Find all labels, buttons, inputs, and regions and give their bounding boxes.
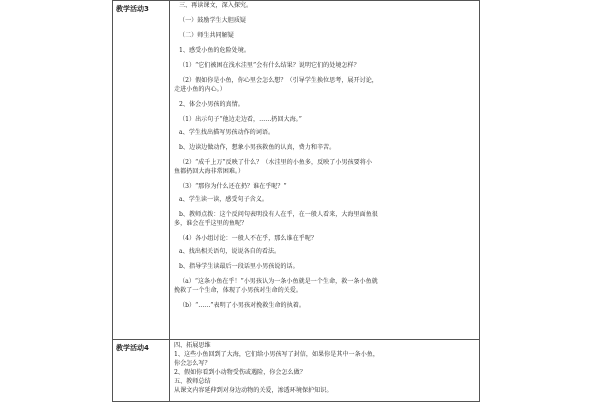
content-line: 挽救了一个生命，体现了小男孩对生命的关爱。 xyxy=(174,287,302,294)
content-line: （1）“它们被困在浅水洼里”会有什么结果？说明它们的处境怎样？ xyxy=(179,62,360,69)
content-line: a、学生读一读，感受句子含义。 xyxy=(179,196,268,203)
content-line: 五、教师总结 xyxy=(174,378,211,385)
content-line: （2）“成千上万”反映了什么？（水洼里的小鱼多，反映了小男孩要将小 xyxy=(179,159,372,166)
content-line: 1、感受小鱼的危险处境。 xyxy=(179,47,250,54)
content-line: a、找出相关语句，说说各自的看法。 xyxy=(179,248,281,255)
content-line: 1、这些小鱼回到了大海，它们给小男孩写了封信，如果你是其中一条小鱼， xyxy=(174,351,379,358)
content-line: （a）“这条小鱼在乎！”小男孩认为一条小鱼就是一个生命，救一条小鱼就 xyxy=(179,278,378,285)
activity-3-content xyxy=(170,1,480,340)
content-line: 从课文内容延伸到对身边动物的关爱，渗透环境保护知识。 xyxy=(174,387,333,394)
activity-3-label-cell xyxy=(113,1,170,340)
content-line: （4）各小组讨论：一般人不在乎，那么谁在乎呢？ xyxy=(179,235,317,242)
content-line: （3）“那你为什么还在扔？谁在乎呢？” xyxy=(179,183,287,190)
content-line: （2）假如你是小鱼，你心里会怎么想？（引导学生换位思考，展开讨论， xyxy=(179,77,378,84)
content-line: 多，谁会在乎这里的鱼呢？ xyxy=(174,220,248,227)
activity-3-label: 教学活动3 xyxy=(116,5,149,13)
content-line: （1）出示句子“他边走边看，……扔回大海。” xyxy=(179,116,302,123)
activity-4-label-cell xyxy=(113,340,170,402)
content-line: b、教师点拨：这个反问句表明没有人在乎，在一般人看来，大海里面鱼很 xyxy=(179,211,378,218)
content-line: 2、假如你看到小动物受伤或遇险，你会怎么做？ xyxy=(174,369,306,376)
content-line: 走进小鱼的内心。） xyxy=(174,86,226,93)
content-line: b、边读边做动作，想象小男孩救鱼的认真，费力和辛苦。 xyxy=(179,144,336,151)
activity-4-content xyxy=(170,340,480,402)
content-line: 你会怎么写？ xyxy=(174,360,211,367)
content-line: b、指导学生读最后一段话里小男孩说的话。 xyxy=(179,263,299,270)
lesson-plan-table xyxy=(112,0,480,402)
content-line: 四、拓展思维 xyxy=(174,342,211,349)
activity-3-row xyxy=(113,1,480,340)
activity-4-label: 教学活动4 xyxy=(116,344,149,352)
content-line: 2、体会小男孩的真情。 xyxy=(179,101,244,108)
content-line: a、学生找出描写男孩动作的词语。 xyxy=(179,129,275,136)
content-line: （b）“……”表明了小男孩对挽救生命的执着。 xyxy=(179,302,305,309)
content-line: （二）师生共同解疑 xyxy=(179,32,234,39)
activity-4-row xyxy=(113,340,480,402)
content-line: 三、再读课文，深入探究。 xyxy=(179,2,253,9)
content-line: 鱼都扔回大海非常困难。） xyxy=(174,168,245,175)
content-line: （一）鼓励学生大胆质疑 xyxy=(179,17,247,24)
